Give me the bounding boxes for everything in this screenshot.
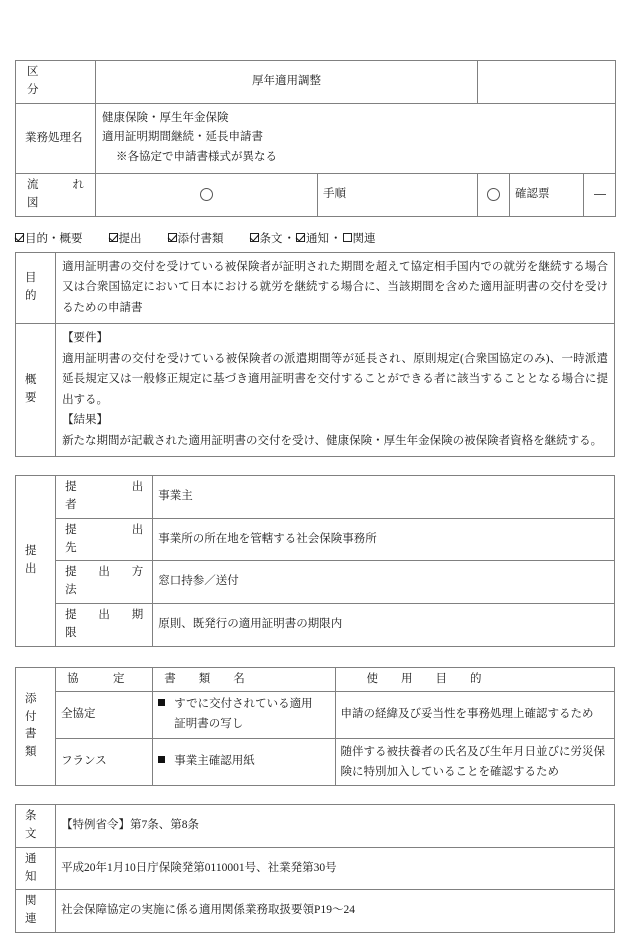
- dash-icon: [594, 194, 606, 195]
- checkbox-attachments[interactable]: [168, 230, 224, 246]
- checkbox-label: 通知: [306, 232, 329, 245]
- spacer: [15, 457, 615, 475]
- attachments-col-header-agreement: 協 定: [56, 667, 153, 692]
- attachment-document-line-1: 事業主確認用紙: [158, 752, 329, 772]
- submission-value: 窓口持参／送付: [153, 561, 615, 604]
- submission-label: 提 出: [16, 476, 56, 647]
- category-row: [16, 61, 616, 104]
- filled-square-icon: [158, 699, 165, 706]
- reference-key: 関 連: [16, 890, 56, 933]
- overview-value: [56, 324, 615, 457]
- checkbox-icon[interactable]: [168, 233, 177, 242]
- checkbox-articles[interactable]: [250, 230, 283, 246]
- checkbox-icon[interactable]: [15, 233, 24, 242]
- submission-value: 事業所の所在地を管轄する社会保険事務所: [153, 518, 615, 561]
- submission-key: 提 出 方 法: [56, 561, 153, 604]
- process-name-label: 業務処理名: [16, 103, 96, 174]
- purpose-value: [56, 252, 615, 323]
- reference-row: [16, 847, 615, 890]
- overview-body: [56, 324, 614, 456]
- purpose-overview-table: [15, 252, 615, 457]
- submission-value: 事業主: [153, 476, 615, 519]
- separator-dot: ・: [283, 232, 295, 245]
- checkbox-label: 条文: [259, 232, 283, 245]
- attachments-col-header-document: 書 類 名: [153, 667, 335, 692]
- attachments-label-line-2: 書 類: [25, 728, 60, 759]
- submission-key: 提 出 者: [56, 476, 153, 519]
- flow-mark-0: [96, 174, 318, 217]
- purpose-text: 適用証明書の交付を受けている被保険者が証明された期間を超えて協定相手国内での就労を継続する場合又は合衆国協定において日本における就労を継続する場合に、当該期間を含めた適用証明書の交付を受けるための申請書: [62, 260, 608, 314]
- checkbox-label: 目的・概要: [25, 232, 83, 245]
- flow-mark-2: [584, 174, 616, 217]
- circle-icon: [487, 188, 500, 201]
- attachment-agreement: フランス: [56, 738, 153, 785]
- submission-row: [16, 476, 615, 519]
- reference-row: [16, 890, 615, 933]
- flow-label-0: 手順: [318, 174, 478, 217]
- attachment-purpose: 随伴する被扶養者の氏名及び生年月日並びに労災保険に特別加入していることを確認するため: [335, 738, 614, 785]
- reference-value: 平成20年1月10日庁保険発第0110001号、社業発第30号: [56, 847, 615, 890]
- reference-key: 条 文: [16, 805, 56, 848]
- attachments-row: [16, 738, 615, 785]
- flow-mark-1: [478, 174, 510, 217]
- checkbox-submission[interactable]: [109, 230, 142, 246]
- attachment-purpose: 申請の経緯及び妥当性を事務処理上確認するため: [335, 692, 614, 739]
- overview-label: 概 要: [16, 324, 56, 457]
- header-table: [15, 60, 616, 217]
- result-text: 新たな期間が記載された適用証明書の交付を受け、健康保険・厚生年金保険の被保険者資格を継続する。: [62, 434, 603, 447]
- references-table: [15, 804, 615, 933]
- spacer: [15, 647, 615, 667]
- requirement-text: 適用証明書の交付を受けている被保険者の派遣期間等が延長され、原則規定(合衆国協定のみ)、一時派遣延長規定又は一般修正規定に基づき適用証明書を交付することができる者に該当することとなる場合に提出する。: [62, 352, 608, 406]
- result-heading: 【結果】: [62, 414, 109, 427]
- flow-diagram-row: [16, 174, 616, 217]
- section-checkbox-row: [15, 230, 615, 246]
- filled-square-icon: [158, 756, 165, 763]
- submission-row: [16, 561, 615, 604]
- attachment-document-line-2: 証明書の写し: [174, 718, 244, 731]
- checkbox-purpose-overview[interactable]: [15, 230, 83, 246]
- circle-icon: [200, 188, 213, 201]
- checkbox-label: 提出: [118, 232, 142, 245]
- checkbox-label: 関連: [352, 232, 376, 245]
- spacer: [15, 786, 615, 804]
- attachments-table: [15, 667, 615, 787]
- attachments-label-line-1: 添 付: [25, 692, 60, 723]
- attachment-document-line-1: すでに交付されている適用: [158, 695, 329, 715]
- category-label: 区 分: [16, 61, 96, 104]
- checkbox-icon[interactable]: [343, 233, 352, 242]
- submission-key: 提 出 期 限: [56, 603, 153, 646]
- checkbox-notification[interactable]: [296, 230, 329, 246]
- attachment-document: [153, 692, 335, 739]
- process-name-value: [96, 103, 616, 174]
- submission-value: 原則、既発行の適用証明書の期限内: [153, 603, 615, 646]
- category-extra-cell: [478, 61, 616, 104]
- attachment-agreement: 全協定: [56, 692, 153, 739]
- reference-value: 【特例省令】第7条、第8条: [56, 805, 615, 848]
- overview-row: [16, 324, 615, 457]
- attachments-col-header-purpose: 使 用 目 的: [335, 667, 614, 692]
- process-line-2: 適用証明期間継続・延長申請書: [102, 131, 263, 144]
- reference-key: 通 知: [16, 847, 56, 890]
- reference-value: 社会保障協定の実施に係る適用関係業務取扱要領P19〜24: [56, 890, 615, 933]
- attachment-document: [153, 738, 335, 785]
- category-value: 厚年適用調整: [96, 61, 478, 104]
- checkbox-label: 添付書類: [177, 232, 224, 245]
- attachments-row: [16, 692, 615, 739]
- requirement-heading: 【要件】: [62, 332, 109, 345]
- attachments-label: [16, 667, 60, 786]
- checkbox-icon[interactable]: [109, 233, 118, 242]
- flow-label-1: 確認票: [510, 174, 584, 217]
- separator-dot: ・: [330, 232, 342, 245]
- submission-row: [16, 518, 615, 561]
- checkbox-icon[interactable]: [250, 233, 259, 242]
- reference-row: [16, 805, 615, 848]
- process-name-row: [16, 103, 616, 174]
- attachments-header-row: [16, 667, 615, 692]
- checkbox-related[interactable]: [343, 230, 376, 246]
- submission-key: 提 出 先: [56, 518, 153, 561]
- submission-row: [16, 603, 615, 646]
- process-note: ※各協定で申請書様式が異なる: [116, 150, 277, 163]
- checkbox-icon[interactable]: [296, 233, 305, 242]
- flow-diagram-label: 流 れ 図: [16, 174, 96, 217]
- process-line-1: 健康保険・厚生年金保険: [102, 111, 229, 124]
- purpose-label: 目 的: [16, 252, 56, 323]
- submission-table: [15, 475, 615, 647]
- purpose-row: [16, 252, 615, 323]
